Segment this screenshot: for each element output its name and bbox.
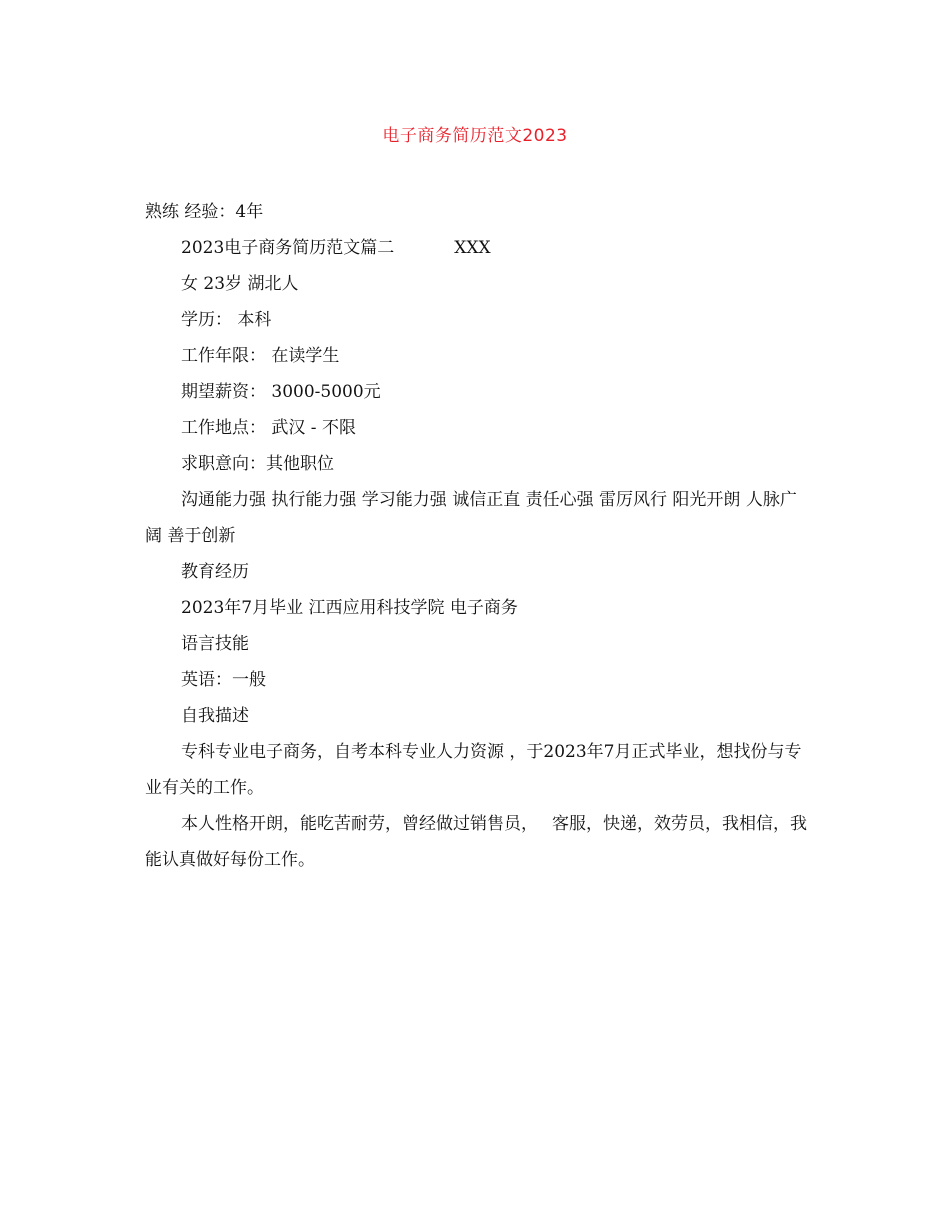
self-description-heading: 自我描述 bbox=[181, 706, 249, 726]
self-description-paragraph-2 bbox=[145, 806, 810, 878]
self-description-part-b: 客服，快递，效劳员，我相信，我能认真做好每份工作。 bbox=[145, 814, 807, 870]
salary-line: 期望薪资： 3000-5000元 bbox=[181, 382, 381, 402]
section-heading-line bbox=[145, 230, 810, 266]
education-heading: 教育经历 bbox=[181, 562, 249, 582]
document-title: 电子商务简历范文2023 bbox=[382, 126, 568, 146]
candidate-name: XXX bbox=[454, 238, 491, 258]
work-years-line: 工作年限： 在读学生 bbox=[181, 346, 340, 366]
traits-paragraph: 沟通能力强 执行能力强 学习能力强 诚信正直 责任心强 雷厉风行 阳光开朗 人脉广阔 善于创新 bbox=[145, 490, 797, 546]
self-description-paragraph-1: 专科专业电子商务，自考本科专业人力资源 ，于2023年7月正式毕业，想找份与专业有关的工作。 bbox=[145, 742, 802, 798]
education-detail-line: 2023年7月毕业 江西应用科技学院 电子商务 bbox=[181, 598, 518, 618]
resume-body bbox=[145, 194, 810, 878]
job-intention-line: 求职意向：其他职位 bbox=[181, 454, 334, 474]
english-level-line: 英语：一般 bbox=[181, 670, 266, 690]
section-heading: 2023电子商务简历范文篇二 bbox=[181, 238, 395, 258]
basic-info-line: 女 23岁 湖北人 bbox=[181, 274, 299, 294]
experience-line: 熟练 经验：4年 bbox=[145, 202, 264, 222]
location-line: 工作地点： 武汉 - 不限 bbox=[181, 418, 356, 438]
education-level-line: 学历： 本科 bbox=[181, 310, 272, 330]
self-description-part-a: 本人性格开朗，能吃苦耐劳，曾经做过销售员， bbox=[181, 814, 538, 834]
language-heading: 语言技能 bbox=[181, 634, 249, 654]
